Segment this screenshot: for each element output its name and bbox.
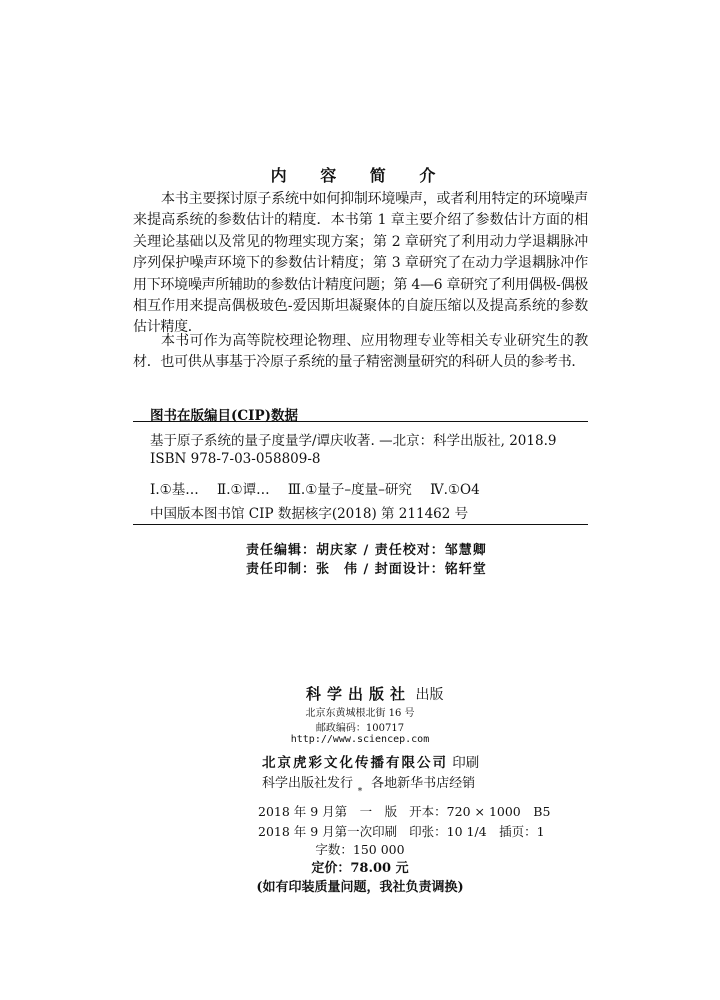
- synopsis-line: 本书主要探讨原子系统中如何抑制环境噪声，或者利用特定的环境噪: [161, 191, 575, 207]
- publisher-address: 北京东黄城根北街 16 号: [305, 708, 415, 719]
- audience-paragraph: [133, 331, 588, 374]
- cip-index-item: Ⅱ.①谭…: [217, 482, 270, 498]
- printer-name: 北京虎彩文化传播有限公司: [262, 755, 448, 771]
- printing-date: 2018 年 9 月第一次印刷: [258, 824, 398, 839]
- edition-date: 2018 年 9 月第 一 版: [258, 804, 398, 819]
- cip-index-item: Ⅳ.①O4: [430, 482, 480, 498]
- seller: 各地新华书店经销: [371, 776, 476, 791]
- publish-label: 出版: [415, 687, 444, 703]
- cip-top-rule: [133, 421, 588, 422]
- cip-index-item: Ⅰ.①基…: [150, 482, 199, 498]
- synopsis-paragraph: [133, 189, 588, 339]
- publisher-url: http://www.sciencep.com: [290, 734, 430, 745]
- publisher-name: 科学出版社: [306, 685, 412, 703]
- publisher-postal-code: 邮政编码：100717: [315, 723, 405, 734]
- cip-number: 中国版本图书馆 CIP 数据核字(2018) 第 211462 号: [150, 506, 469, 522]
- word-count: 字数：150 000: [315, 842, 405, 857]
- separator-star: *: [357, 787, 363, 797]
- synopsis-line: 偶极相互作用来提高偶极玻色-爱因斯坦凝聚体的自旋压缩以及提高系统: [133, 276, 588, 315]
- printer-line: [262, 751, 479, 771]
- cip-record: 基于原子系统的量子度量学/谭庆收著. —北京：科学出版社, 2018.9: [150, 433, 557, 449]
- sheets-info: 印张：10 1/4 插页：1: [409, 824, 545, 839]
- cip-bottom-rule: [133, 524, 588, 525]
- edition-line: [258, 802, 550, 820]
- synopsis-line: 相关理论基础以及常见的物理实现方案；第 2 章研究了利用动力学退耦脉: [133, 212, 588, 250]
- book-format: 开本：720 × 1000 B5: [409, 804, 551, 819]
- credit-production: 责任印制：张 伟 / 封面设计：铭轩堂: [246, 562, 487, 577]
- cip-title: 图书在版编目(CIP)数据: [150, 408, 298, 424]
- synopsis-line: 作用下环境噪声所辅助的参数估计精度问题；第 4—6 章研究了利用偶极-: [133, 255, 588, 293]
- synopsis-line: 声来提高系统的参数估计的精度．本书第 1 章主要介绍了参数估计方面的: [133, 191, 588, 229]
- synopsis-line: 的参数估计精度．: [133, 298, 589, 336]
- audience-line: 材．也可供从事基于冷原子系统的量子精密测量研究的科研人员的参考书．: [133, 354, 586, 371]
- price: 定价：78.00 元: [311, 861, 409, 876]
- credit-editors: 责任编辑：胡庆家 / 责任校对：邹慧卿: [246, 543, 487, 558]
- synopsis-line: 冲序列保护噪声环境下的参数估计精度；第 3 章研究了在动力学退耦脉冲: [133, 233, 588, 272]
- printing-line: [258, 822, 545, 840]
- synopsis-heading: 内 容 简 介: [270, 166, 450, 185]
- cip-index: [150, 478, 480, 498]
- cip-isbn: ISBN 978-7-03-058809-8: [150, 451, 321, 467]
- publisher-line: [306, 683, 443, 704]
- print-label: 印刷: [452, 755, 480, 771]
- distributor: 科学出版社发行: [262, 776, 354, 791]
- cip-index-item: Ⅲ.①量子–度量–研究: [287, 482, 412, 498]
- quality-note: (如有印装质量问题，我社负责调换): [256, 880, 464, 895]
- audience-line: 本书可作为高等院校理论物理、应用物理专业等相关专业研究生的教: [161, 333, 588, 349]
